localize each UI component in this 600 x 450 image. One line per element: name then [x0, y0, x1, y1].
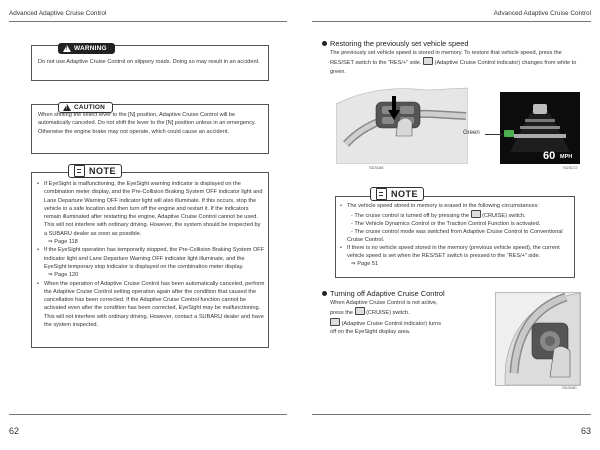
section-turnoff-text: When Adaptive Cruise Control is not active, press the (CRUISE) switch. (Adaptive Cruise Control indicator) turns off on the EyeSight display area. — [330, 300, 442, 335]
left-footer-rule — [9, 414, 287, 415]
left-page-number: 62 — [9, 426, 20, 436]
acc-indicator-icon — [330, 318, 340, 326]
right-note-label: NOTE — [391, 189, 419, 199]
left-note-label: NOTE — [89, 166, 117, 176]
left-note-header — [68, 164, 122, 178]
section-restore-text: The previously set vehicle speed is stored in memory. To restore that vehicle speed, press the RES/SET switch to the “RES/+” side. (Adaptive Cruise Control indicator) changes from white to green. — [330, 50, 577, 75]
left-page-header: Advanced Adaptive Cruise Control — [9, 10, 107, 17]
left-note-ref-1[interactable]: ⇒ Page 118 — [48, 239, 78, 246]
cruise-switch-icon — [355, 307, 365, 315]
note-icon — [376, 188, 387, 200]
acc-green-indicator — [504, 130, 514, 137]
figure-code-2: SD3180 — [562, 385, 577, 390]
left-note-item-3: • When the operation of Adaptive Cruise Control has been automatically canceled, perform the Adaptive Cruise Control setting operation again after the condition that caused the cancellation has been corrected. If the Adaptive Cruise Control function cannot be activated even after the condition has been corrected, EyeSight may be malfunctioning. This will not interfere with ordinary driving. However, contact a SUBARU dealer and have the system inspected. — [37, 280, 265, 330]
warning-label-text: WARNING — [74, 45, 107, 52]
right-page-number: 63 — [580, 426, 591, 436]
warning-triangle-icon — [63, 45, 71, 52]
acc-indicator-icon — [423, 57, 433, 65]
steering-wheel-illustration — [336, 84, 468, 164]
left-header-rule — [9, 21, 287, 22]
warning-label — [58, 39, 115, 57]
left-note-ref-2[interactable]: ⇒ Page 120 — [48, 272, 79, 279]
left-note-item-1: • If EyeSight is malfunctioning, the EyeSight warning indicator is displayed on the combination meter display, and the Pre-Collision Braking System OFF indicator light and Lane Departure Warning OFF indicator light will also illuminate. If this occurs, stop the vehicle in a safe location and then turn off the engine and restart it. If the indicators remain illuminated after restarting the engine, Adaptive Cruise Control cannot be used. This will not interfere with ordinary driving. However, the system should be inspected by a SUBARU dealer as soon as possible. ⇒ Page 118 — [37, 180, 265, 246]
left-note-item-2: • If the EyeSight operation has temporarily stopped, the Pre-Collision Braking System OFF indicator light and Lane Departure Warning OFF indicator light illuminate, and the EyeSight temporary stop indicator is displayed on the combination meter display. ⇒ Page 120 — [37, 246, 265, 279]
section-bullet-icon — [322, 291, 327, 296]
right-note-item-2: • If there is no vehicle speed stored in the memory (previous vehicle speed), the current vehicle speed is set when the RES/SET switch is pressed to the “RES/+” side. ⇒ Page 51 — [340, 244, 572, 268]
note-icon — [74, 165, 85, 177]
green-callout-line — [485, 134, 503, 135]
right-header-rule — [312, 21, 591, 22]
display-unit: MPH — [560, 154, 573, 160]
caution-triangle-icon — [63, 104, 71, 111]
right-page-header: Advanced Adaptive Cruise Control — [493, 10, 591, 17]
cruise-switch-icon — [471, 210, 481, 218]
right-note-item-1: • The vehicle speed stored in memory is erased in the following circumstances: - The cruise control is turned off by pressing the (CRUISE) switch. - The Vehicle Dynamics Control or the Traction Control Function is activated. - The cruise control mode was switched from Adaptive Cruise Control to Conventional Cruise Control. — [340, 202, 572, 244]
display-speed: 60 — [543, 150, 556, 162]
section-restore-title: Restoring the previously set vehicle speed — [322, 39, 468, 48]
warning-text: Do not use Adaptive Cruise Control on slippery roads. Doing so may result in an accident. — [38, 59, 260, 65]
figure-code-right: SD3172 — [563, 165, 578, 170]
green-callout-label: Green — [463, 130, 480, 136]
right-footer-rule — [312, 414, 591, 415]
section-turnoff-title: Turning off Adaptive Cruise Control — [322, 289, 445, 298]
section-bullet-icon — [322, 41, 327, 46]
caution-text: When shifting the select lever to the [N] position, Adaptive Cruise Control will be automatically canceled. Do not shift the lever to the [N] position unless in an emergency. Otherwise the engine brake may not operate, which could cause an accident. — [38, 112, 256, 135]
left-note-body — [37, 180, 265, 329]
right-note-ref[interactable]: ⇒ Page 51 — [351, 261, 379, 267]
steering-wheel-illustration-2 — [495, 292, 581, 386]
right-note-body — [340, 202, 572, 268]
caution-label-text: CAUTION — [74, 104, 106, 111]
figure-code-left: SD3186 — [369, 165, 384, 170]
right-note-header — [370, 187, 424, 201]
